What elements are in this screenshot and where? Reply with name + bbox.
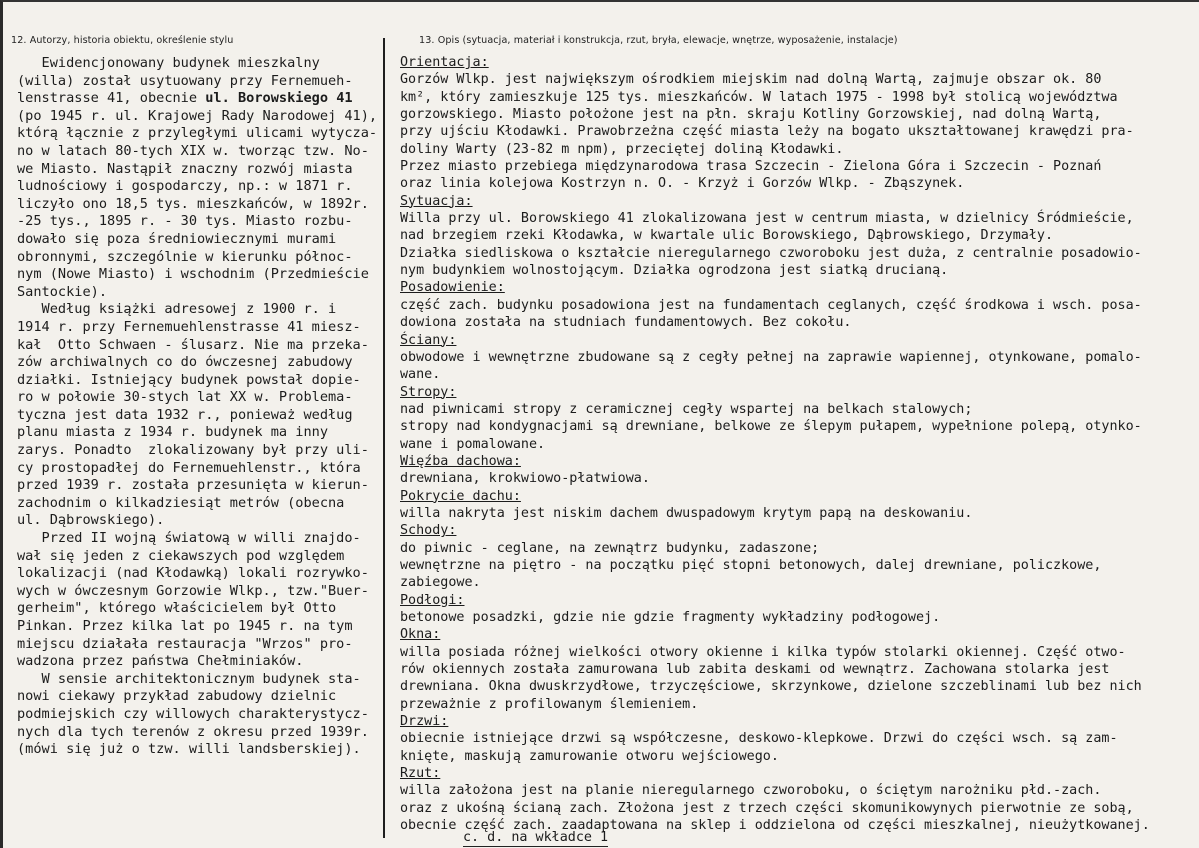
history-text-line: cy prostopadłej do Fernemuehlenstr., która <box>17 459 361 476</box>
history-text-line: -25 tys., 1895 r. - 30 tys. Miasto rozbu- <box>17 213 353 230</box>
description-text-line: nad piwnicami stropy z ceramicznej cegły wspartej na belkach stalowych; <box>400 401 973 417</box>
history-text-line: (mówi się już o tzw. willi landsberskiej). <box>17 741 361 758</box>
section-12-header: 12. Autorzy, historia obiektu, określenie stylu <box>11 35 234 46</box>
description-text-line: nym budynkiem wolnostojącym. Działka ogrodzona jest siatką drucianą. <box>400 263 949 279</box>
description-text-line: obecnie część zach. zaadaptowana na sklep i oddzielona od części mieszkalnej, nieużytkowanej. <box>400 818 1150 834</box>
history-text-line: działki. Istniejący budynek powstał dopie- <box>17 371 361 388</box>
history-text-line: Santockie). <box>17 283 108 300</box>
section-title: Okna: <box>400 627 441 643</box>
history-text-line: gerheim", którego właścicielem był Otto <box>17 600 337 617</box>
history-text-line: podmiejskich czy willowych charakterystycz- <box>17 705 369 722</box>
history-text-line: dowało się poza średniowiecznymi murami <box>17 230 337 247</box>
history-text-line: (willa) został usytuowany przy Fernemueh- <box>17 72 353 89</box>
history-text-line: ludnościowy i gospodarczy, np.: w 1871 r. <box>17 178 353 195</box>
history-text-line: którą łącznie z przyległymi ulicami wytycza- <box>17 125 378 142</box>
description-text-line: Gorzów Wlkp. jest największym ośrodkiem miejskim nad dolną Wartą, zajmuje obszar ok. 80 <box>400 72 1102 88</box>
section-title: Sytuacja: <box>400 193 473 209</box>
history-text-line: obronnymi, szczególnie w kierunku północ- <box>17 248 353 265</box>
section-title: Stropy: <box>400 384 457 400</box>
history-text-line: Ewidencjonowany budynek mieszkalny <box>17 55 320 71</box>
history-text-line: planu miasta z 1934 r. budynek ma inny <box>17 424 328 441</box>
description-text-line: do piwnic - ceglane, na zewnątrz budynku, zadaszone; <box>400 540 820 556</box>
history-text-line: lokalizacji (nad Kłodawką) lokali rozrywko- <box>17 565 369 582</box>
section-title: Więźba dachowa: <box>400 453 521 469</box>
description-text-line: oraz linia kolejowa Kostrzyn n. O. - Krzyż i Gorzów Wlkp. - Zbąszynek. <box>400 176 965 192</box>
description-text-line: drewniana, krokwiowo-płatwiowa. <box>400 471 650 487</box>
description-text-line: km², który zamieszkuje 125 tys. mieszkańców. W latach 1975 - 1998 był stolicą województwa <box>400 89 1118 105</box>
history-text-line: lenstrasse 41, obecnie ul. Borowskiego 41 <box>17 90 353 107</box>
description-text-column <box>400 54 1194 834</box>
history-text-line: zów archiwalnych co do ówczesnej zabudowy <box>17 354 353 371</box>
history-text-line: wał się jeden z ciekawszych pod względem <box>17 547 345 564</box>
description-text-line: dowiona została na studniach fundamentowych. Bez cokołu. <box>400 315 852 331</box>
description-text-line: doliny Warty (23-82 m npm), przeciętej doliną Kłodawki. <box>400 141 844 157</box>
address-emphasis: ul. Borowskiego 41 <box>205 90 353 107</box>
description-text-line: obiecnie istniejące drzwi są współczesne, deskowo-klepkowe. Drzwi do części wsch. są zam- <box>400 731 1118 747</box>
description-text-line: przy ujściu Kłodawki. Prawobrzeżna część miasta leży na bogato ukształtowanej krawędzi pra- <box>400 124 1134 140</box>
description-text-line: gorzowskiego. Miasto położone jest na płn. skraju Kotliny Gorzowskiej, nad dolną Wartą, <box>400 107 1102 123</box>
description-text-line: drewniana. Okna dwuskrzydłowe, trzyczęściowe, skrzynkowe, dzielone szczeblinami lub bez nich <box>400 679 1142 695</box>
section-title: Podłogi: <box>400 592 465 608</box>
description-text-line: stropy nad kondygnacjami są drewniane, belkowe ze ślepym pułapem, wypełnione polepą, otynko- <box>400 419 1142 435</box>
history-text-line: no w latach 80-tych XIX w. tworząc tzw. No- <box>17 142 369 159</box>
description-text-line: część zach. budynku posadowiona jest na fundamentach ceglanych, część środkowa i wsch. posa- <box>400 297 1142 313</box>
description-text-line: willa nakryta jest niskim dachem dwuspadowym krytym papą na deskowaniu. <box>400 505 973 521</box>
history-text-line: ro w połowie 30-stych lat XX w. Problema- <box>17 389 353 406</box>
section-title: Schody: <box>400 523 457 539</box>
section-title: Drzwi: <box>400 714 449 730</box>
description-text-line: willa posiada różnej wielkości otwory okienne i kilka typów stolarki okiennej. Część otwo- <box>400 644 1126 660</box>
section-title: Pokrycie dachu: <box>400 488 521 504</box>
description-text-line: Działka siedliskowa o kształcie nieregularnego czworoboku jest duża, z centralnie posadowio- <box>400 245 1142 261</box>
history-text-line: nowi ciekawy przykład zabudowy dzielnic <box>17 688 337 705</box>
history-text-line: nym (Nowe Miasto) i wschodnim (Przedmieście <box>17 266 369 283</box>
description-text-line: obwodowe i wewnętrzne zbudowane są z cegły pełnej na zaprawie wapiennej, otynkowane, pomalo- <box>400 349 1142 365</box>
history-text-line: wych w ówczesnym Gorzowie Wlkp., tzw."Buer- <box>17 582 369 599</box>
history-text-line: miejscu działała restauracja "Wrzos" pro- <box>17 635 353 652</box>
description-text-line: przeważnie z profilowanym ślemieniem. <box>400 696 699 712</box>
description-text-line: Willa przy ul. Borowskiego 41 zlokalizowana jest w centrum miasta, w dzielnicy Śródmieście, <box>400 211 1134 227</box>
section-title: Orientacja: <box>400 55 489 70</box>
section-13-header: 13. Opis (sytuacja, materiał i konstrukcja, rzut, bryła, elewacje, wnętrze, wyposażenie, instalacje) <box>419 35 898 46</box>
history-text-line: zarys. Ponadto zlokalizowany był przy uli- <box>17 442 369 459</box>
history-text-line: we Miasto. Nastąpił znaczny rozwój miasta <box>17 160 353 177</box>
continuation-note: c. d. na wkładce 1 <box>463 830 609 845</box>
history-text-line: ul. Dąbrowskiego). <box>17 512 165 529</box>
description-text-line: wane. <box>400 367 441 383</box>
history-text-line: W sensie architektonicznym budynek sta- <box>17 670 361 687</box>
history-text-line: Według książki adresowej z 1900 r. i <box>17 301 337 318</box>
section-title: Ściany: <box>400 332 457 348</box>
history-text-line: zachodnim o kilkadziesiąt metrów (obecna <box>17 494 345 511</box>
description-text-line: knięte, maskują zamurowanie otworu wejściowego. <box>400 748 779 764</box>
description-text-line: wane i pomalowane. <box>400 436 546 452</box>
history-text-line: liczyło ono 18,5 tys. mieszkańców, w 1892r. <box>17 195 369 212</box>
description-text-line: Przez miasto przebiega międzynarodowa trasa Szczecin - Zielona Góra i Szczecin - Poznań <box>400 159 1102 175</box>
description-text-line: willa założona jest na planie nieregularnego czworoboku, o ściętym narożniku płd.-zach. <box>400 783 1102 799</box>
section-title: Posadowienie: <box>400 280 505 296</box>
history-text-line: (po 1945 r. ul. Krajowej Rady Narodowej 41), <box>17 107 378 124</box>
description-text-line: oraz z ukośną ścianą zach. Złożona jest z trzech części skomunikowynych pierwotnie ze sobą, <box>400 800 1134 816</box>
section-title: Rzut: <box>400 766 441 782</box>
history-text-line: kał Otto Schwaen - ślusarz. Nie ma przeka- <box>17 336 369 353</box>
description-text-line: betonowe posadzki, gdzie nie gdzie fragmenty wykładziny podłogowej. <box>400 610 941 625</box>
description-text-line: wewnętrzne na piętro - na początku pięć stopni betonowych, dalej drewniane, policzkowe, <box>400 557 1102 573</box>
description-text-line: zabiegowe. <box>400 575 481 591</box>
history-text-line: przed 1939 r. została przesunięta w kierun- <box>17 477 369 494</box>
history-text-line: tyczna jest data 1932 r., ponieważ według <box>17 406 353 423</box>
description-text-line: rów okiennych została zamurowana lub zabita deskami od wewnątrz. Zachowana stolarka jest <box>400 662 1110 678</box>
history-text-line: wadzona przez państwa Chełminiaków. <box>17 653 304 670</box>
column-divider <box>383 38 385 838</box>
history-text-line: 1914 r. przy Fernemuehlenstrasse 41 miesz- <box>17 318 361 335</box>
history-text-line: nych dla tych terenów z okresu przed 1939r. <box>17 723 369 740</box>
history-text-column <box>17 55 379 759</box>
description-text-line: nad brzegiem rzeki Kłodawka, w kwartale ulic Borowskiego, Dąbrowskiego, Drzymały. <box>400 228 1054 244</box>
history-text-line: Pinkan. Przez kilka lat po 1945 r. na tym <box>17 618 353 634</box>
history-text-line: Przed II wojną światową w willi znajdo- <box>17 530 361 547</box>
